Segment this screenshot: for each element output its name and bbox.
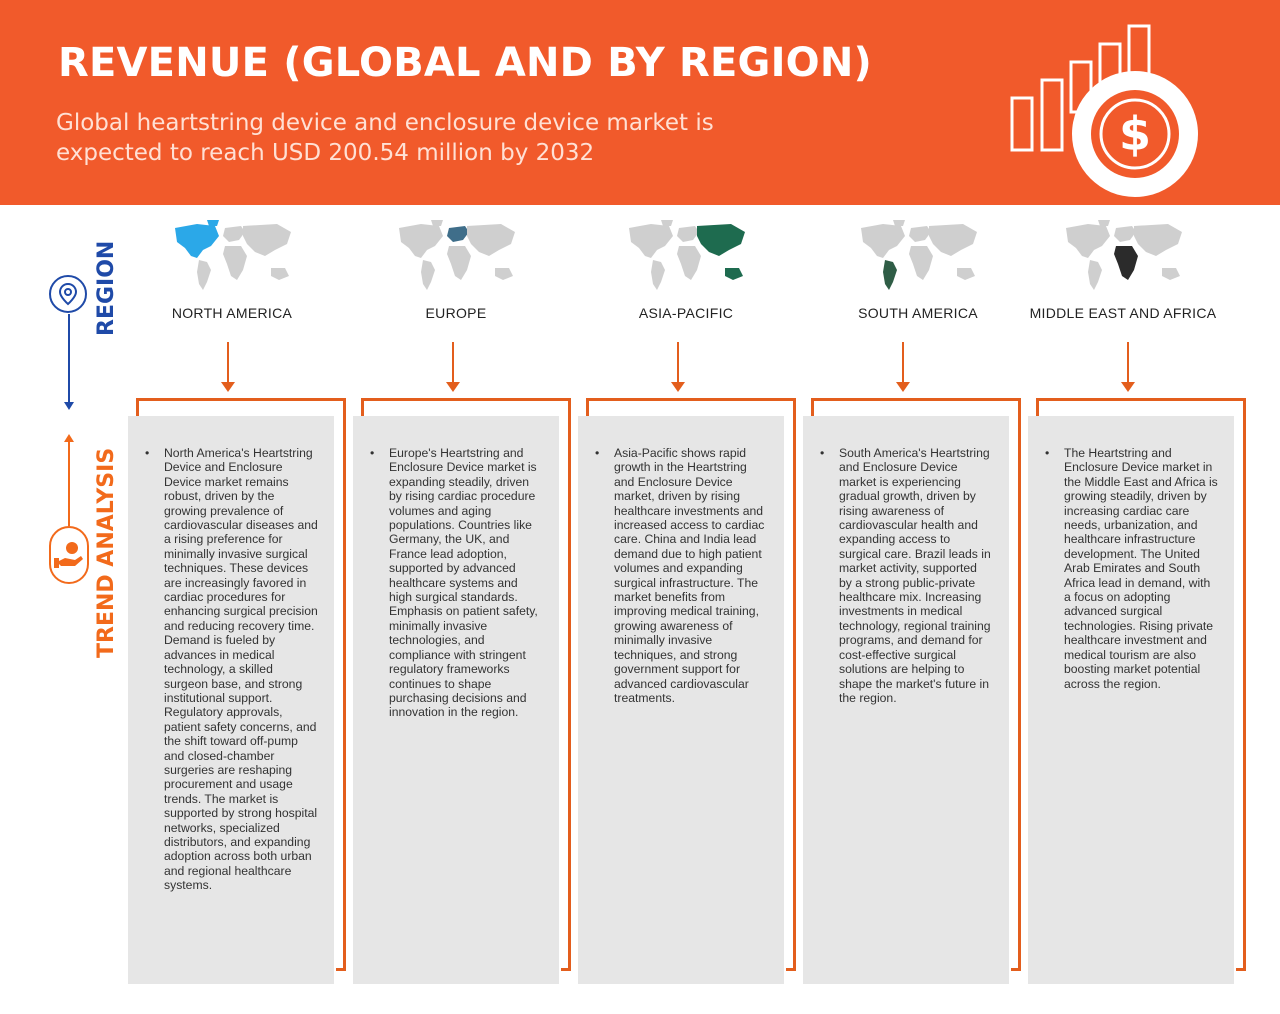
trend-panel [128,416,334,984]
down-arrow-icon [1121,382,1135,392]
down-arrow-icon [446,382,460,392]
world-map-middle-east-africa-icon [1058,218,1188,293]
trend-panel [1028,416,1234,984]
down-arrow-line [1127,342,1129,382]
world-map-europe-icon [391,218,521,293]
trend-timeline-arrow [64,434,74,442]
region-name: EUROPE [425,305,487,321]
trend-text: • North America's Heartstring Device and Enclosure Device market remains robust, driven by the growing prevalence of cardiovascular diseases and a rising preference for minimally invasive surgical techniques. These devices are increasingly favored in cardiac procedures for enhancing surgical precision and reducing recovery time. Demand is fueled by advances in medical technology, a skilled surgeon base, and strong institutional support. Regulatory approvals, patient safety concerns, and the shift toward off-pump and closed-chamber surgeries are reshaping procurement and usage trends. The market is supported by strong hospital networks, specialized distributors, and expanding adoption across both urban and regional healthcare systems. [164,446,318,893]
revenue-bar-chart-dollar-icon [1005,20,1205,200]
world-map-asia-pacific-icon [621,218,751,293]
trend-side-label: TREND ANALYSIS [94,447,119,658]
trend-text: • South America's Heartstring and Enclosure Device market is experiencing gradual growth, driven by rising awareness of cardiovascular health and expanding access to surgical care. Brazil leads in market activity, supported by a strong public-private healthcare mix. Increasing investments in medical technology, regional training programs, and demand for cost-effective surgical solutions are helping to shape the market's future in the region. [839,446,993,705]
header-banner [0,0,1280,205]
trend-text: • Europe's Heartstring and Enclosure Device market is expanding steadily, driven by rising cardiac procedure volumes and aging populations. Countries like Germany, the UK, and France lead adoption, supported by advanced healthcare systems and high surgical standards. Emphasis on patient safety, minimally invasive technologies, and compliance with stringent regulatory frameworks continues to shape purchasing decisions and innovation in the region. [389,446,543,720]
down-arrow-icon [896,382,910,392]
region-timeline-line [68,314,70,404]
trend-panel [353,416,559,984]
down-arrow-line [902,342,904,382]
world-map-south-america-icon [853,218,983,293]
region-name: ASIA-PACIFIC [638,305,734,321]
world-map-north-america-icon [167,218,297,293]
panel-frame-corner [1236,968,1246,971]
panel-frame-corner [1011,968,1021,971]
down-arrow-icon [221,382,235,392]
down-arrow-line [227,342,229,382]
location-pin-icon [49,275,87,313]
page-subtitle: Global heartstring device and enclosure device market is expected to reach USD 200.54 million by 2032 [56,110,714,166]
region-name: SOUTH AMERICA [858,305,978,321]
down-arrow-line [452,342,454,382]
trend-panel [578,416,784,984]
trend-panel [803,416,1009,984]
region-name: MIDDLE EAST AND AFRICA [1029,305,1217,321]
region-name: NORTH AMERICA [171,305,293,321]
panel-frame-corner [336,968,346,971]
region-timeline-arrow [64,402,74,410]
region-side-label: REGION [94,240,119,336]
panel-frame-corner [561,968,571,971]
page-title: REVENUE (GLOBAL AND BY REGION) [58,40,873,86]
panel-frame-corner [786,968,796,971]
trend-text: • The Heartstring and Enclosure Device market in the Middle East and Africa is growing steadily, driven by increasing cardiac care needs, urbanization, and healthcare infrastructure development. The United Arab Emirates and South Africa lead in demand, with a focus on adopting advanced surgical technologies. Rising private healthcare investment and medical tourism are also boosting market potential across the region. [1064,446,1218,691]
down-arrow-line [677,342,679,382]
down-arrow-icon [671,382,685,392]
trend-timeline-line [68,442,70,526]
hand-money-icon [49,526,89,584]
trend-text: • Asia-Pacific shows rapid growth in the Heartstring and Enclosure Device market, driven by rising healthcare investments and increased access to cardiac care. China and India lead demand due to high patient volumes and expanding surgical infrastructure. The market benefits from improving medical training, growing awareness of minimally invasive techniques, and strong government support for advanced cardiovascular treatments. [614,446,768,705]
svg-text:$: $ [1118,107,1152,161]
